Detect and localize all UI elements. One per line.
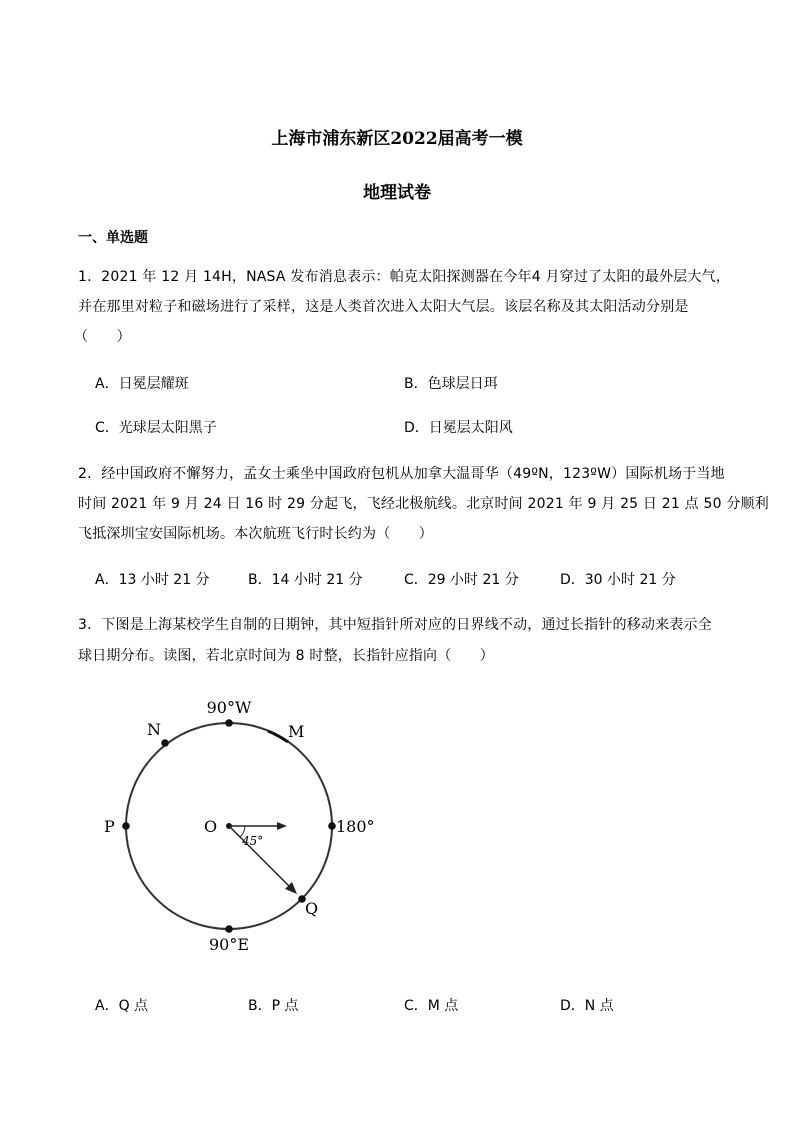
question-3-line-1: 3．下图是上海某校学生自制的日期钟，其中短指针所对应的日界线不动，通过长指针的移动来表示全: [78, 617, 712, 633]
point-180: [328, 822, 336, 830]
question-1-option-b[interactable]: B．色球层日珥: [404, 376, 498, 392]
question-3-option-b[interactable]: B．P 点: [248, 998, 299, 1014]
page-title: 上海市浦东新区2022届高考一模: [271, 129, 523, 149]
question-3-option-a[interactable]: A．Q 点: [95, 998, 149, 1014]
label-angle: 45°: [242, 834, 264, 848]
label-q: Q: [305, 899, 319, 918]
question-2-line-1: 2．经中国政府不懈努力，孟女士乘坐中国政府包机从加拿大温哥华（49ºN，123ºW）国际机场于当地: [78, 466, 725, 482]
question-2-option-b[interactable]: B．14 小时 21 分: [248, 572, 363, 588]
question-1-option-d[interactable]: D．日冕层太阳风: [404, 420, 513, 436]
point-m: [268, 731, 288, 742]
question-1-line-1: 1．2021 年 12 月 14H，NASA 发布消息表示：帕克太阳探测器在今年4 月穿过了太阳的最外层大气，: [78, 269, 731, 285]
label-m: M: [288, 722, 305, 741]
question-1-option-a[interactable]: A．日冕层耀斑: [95, 376, 189, 392]
question-3-option-c[interactable]: C．M 点: [404, 998, 459, 1014]
question-3-option-d[interactable]: D．N 点: [560, 998, 614, 1014]
label-n: N: [147, 720, 161, 739]
date-clock-figure: [90, 685, 390, 965]
question-2-line-2: 时间 2021 年 9 月 24 日 16 时 29 分起飞，飞经北极航线。北京时间 2021 年 9 月 25 日 21 点 50 分顺利: [78, 496, 769, 512]
question-1-line-3: （ ）: [74, 329, 131, 345]
question-1-line-2: 并在那里对粒子和磁场进行了采样，这是人类首次进入太阳大气层。该层名称及其太阳活动分别是: [78, 299, 689, 315]
question-2-option-d[interactable]: D．30 小时 21 分: [560, 572, 676, 588]
question-2-option-a[interactable]: A．13 小时 21 分: [95, 572, 210, 588]
point-90w: [225, 719, 233, 727]
point-p: [122, 822, 130, 830]
label-90w: 90°W: [206, 698, 252, 717]
question-1-option-c[interactable]: C．光球层太阳黑子: [95, 420, 217, 436]
question-3-line-2: 球日期分布。读图，若北京时间为 8 时整，长指针应指向（ ）: [78, 648, 495, 664]
short-hand-arrow: [277, 822, 287, 830]
label-90e: 90°E: [208, 935, 250, 954]
label-p: P: [104, 817, 115, 836]
question-2-line-3: 飞抵深圳宝安国际机场。本次航班飞行时长约为（ ）: [78, 526, 433, 542]
page-subtitle: 地理试卷: [363, 183, 431, 203]
section-title: 一、单选题: [78, 230, 148, 246]
point-n: [161, 739, 169, 747]
label-180: 180°: [336, 817, 375, 836]
question-2-option-c[interactable]: C．29 小时 21 分: [404, 572, 519, 588]
label-o: O: [204, 817, 218, 836]
point-90e: [225, 925, 233, 933]
